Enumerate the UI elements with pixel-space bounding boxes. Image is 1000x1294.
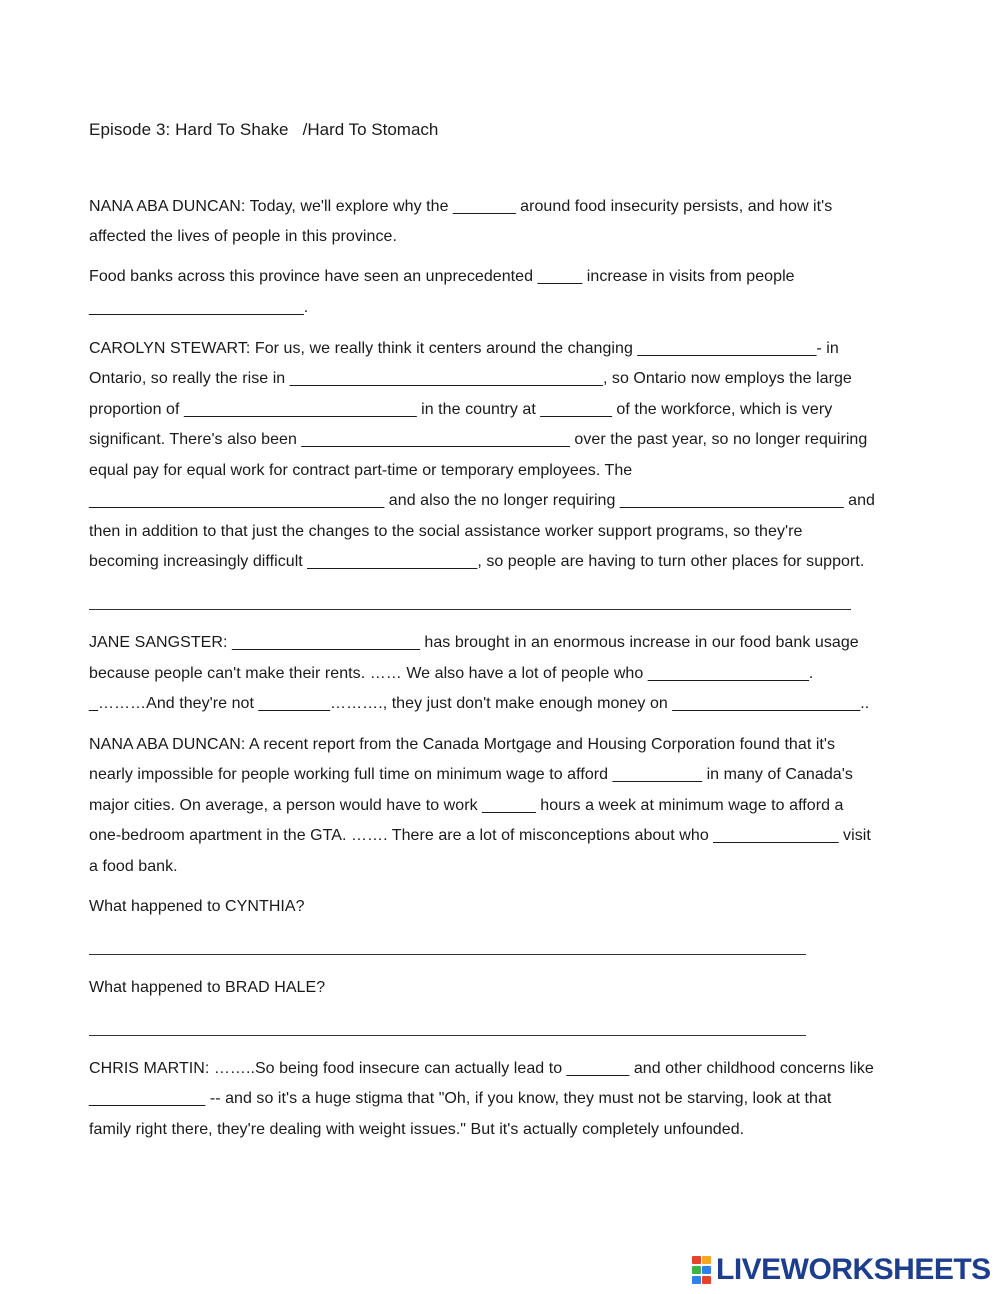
text-line: becoming increasingly difficult ___________________, so people are having to turn other places for support. [89, 553, 865, 570]
question-cynthia: What happened to CYNTHIA? [89, 898, 305, 915]
question-brad-hale: What happened to BRAD HALE? [89, 979, 326, 996]
text-line: a food bank. [89, 858, 178, 875]
text-line: affected the lives of people in this province. [89, 228, 397, 245]
text-line: Food banks across this province have seen an unprecedented _____ increase in visits from people [89, 268, 795, 285]
text-line: nearly impossible for people working full time on minimum wage to afford __________ in many of Canada's [89, 766, 853, 783]
text-line: ________________________. [89, 299, 309, 316]
liveworksheets-logo [692, 1254, 992, 1286]
text-line: one-bedroom apartment in the GTA. ……. There are a lot of misconceptions about who ______________ visit [89, 827, 871, 844]
text-line: _____________ -- and so it's a huge stigma that "Oh, if you know, they must not be starving, look at that [89, 1090, 832, 1107]
worksheet-title [89, 118, 438, 142]
answer-line-brad-hale[interactable] [89, 1035, 806, 1036]
text-line: because people can't make their rents. …… We also have a lot of people who __________________. [89, 665, 814, 682]
text-line: major cities. On average, a person would have to work ______ hours a week at minimum wage to afford a [89, 797, 844, 814]
text-line: significant. There's also been ______________________________ over the past year, so no longer requiring [89, 431, 868, 448]
text-line: _………And they're not ________………., they just don't make enough money on _____________________.. [89, 695, 870, 712]
text-line: Ontario, so really the rise in ___________________________________, so Ontario now employs the large [89, 370, 852, 387]
title-subtitle: /Hard To Stomach [302, 120, 439, 139]
answer-line-cynthia[interactable] [89, 954, 806, 955]
text-line: JANE SANGSTER: _____________________ has brought in an enormous increase in our food bank usage [89, 634, 859, 651]
answer-line[interactable] [89, 609, 851, 610]
logo-blocks-icon [692, 1256, 712, 1284]
text-line: NANA ABA DUNCAN: A recent report from the Canada Mortgage and Housing Corporation found that it's [89, 736, 836, 753]
text-line: NANA ABA DUNCAN: Today, we'll explore why the _______ around food insecurity persists, and how it's [89, 198, 833, 215]
text-line: _________________________________ and also the no longer requiring _________________________ and [89, 492, 875, 509]
text-line: then in addition to that just the changes to the social assistance worker support programs, so they're [89, 523, 803, 540]
text-line: family right there, they're dealing with weight issues." But it's actually completely unfounded. [89, 1121, 745, 1138]
title-episode: Episode 3: Hard To Shake [89, 120, 289, 139]
text-line: equal pay for equal work for contract part-time or temporary employees. The [89, 462, 633, 479]
text-line: CHRIS MARTIN: ……..So being food insecure can actually lead to _______ and other childhood concerns like [89, 1060, 874, 1077]
text-line: CAROLYN STEWART: For us, we really think it centers around the changing ____________________- in [89, 340, 839, 357]
logo-text: LIVEWORKSHEETS [716, 1253, 991, 1286]
text-line: proportion of __________________________ in the country at ________ of the workforce, which is very [89, 401, 833, 418]
